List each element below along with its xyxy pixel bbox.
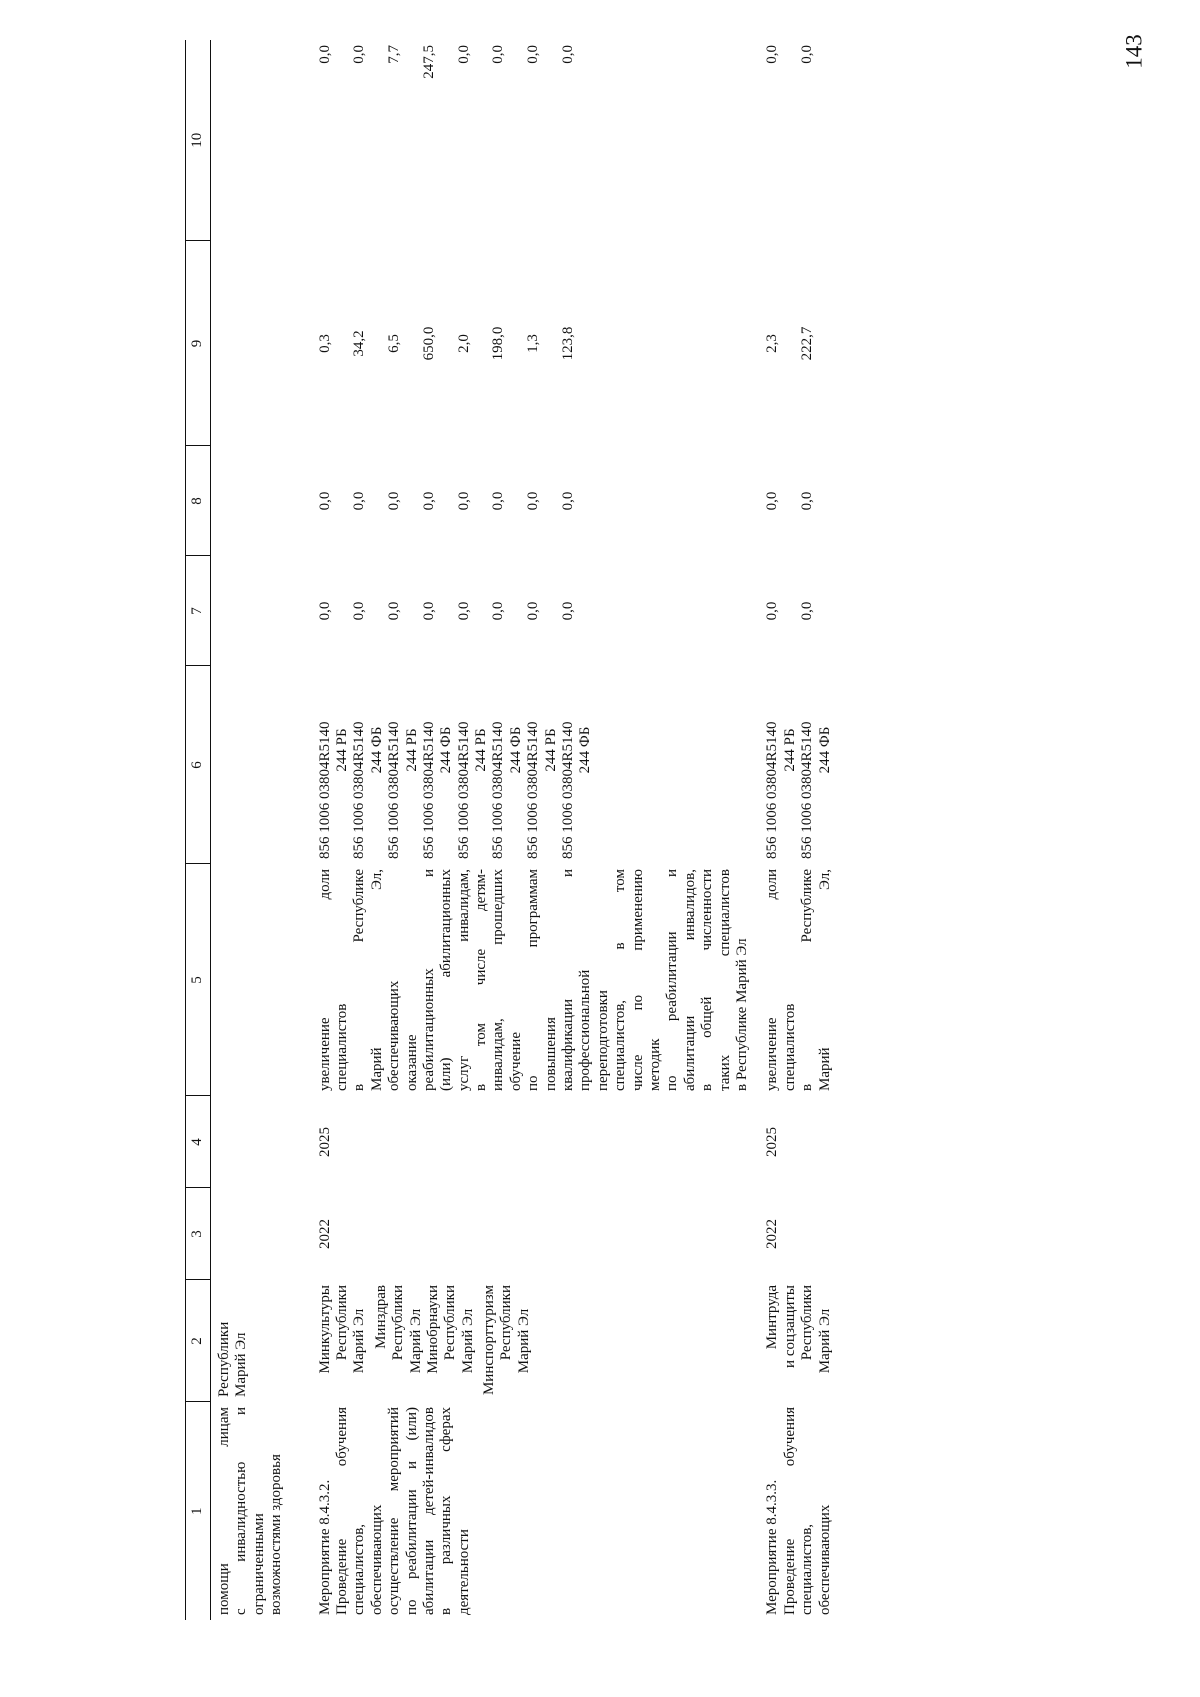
column-header-2: 2	[186, 1280, 211, 1402]
cell-col10-values	[312, 40, 752, 241]
text-line: по реабилитации и	[664, 869, 681, 1091]
value-cell: 0,0	[455, 601, 472, 621]
executor-line: Марий Эл	[515, 1308, 532, 1374]
executor-line: Республики	[442, 1285, 459, 1361]
text-line: инвалидам, прошедших	[490, 869, 507, 1091]
value-cell: 0,0	[560, 45, 577, 64]
column-header-4: 4	[186, 1096, 211, 1188]
value-cell: 7,7	[386, 45, 403, 64]
value-cell: 0,0	[799, 45, 816, 64]
text-line: с инвалидностью и	[233, 1407, 250, 1615]
text-line: оказание	[403, 1034, 420, 1091]
cell-col9-values	[312, 241, 752, 446]
text-line: Проведение обучения	[333, 1407, 350, 1615]
executor-line: Марий Эл	[816, 1308, 833, 1374]
budget-source: 244 ФБ	[438, 726, 455, 774]
text-line: реабилитационных и	[420, 869, 437, 1091]
cell-col10-values	[759, 40, 834, 241]
text-line: помощи лицам	[216, 1407, 232, 1615]
text-line: таких специалистов	[716, 869, 733, 1091]
value-cell: 0,0	[455, 45, 472, 64]
text-line: Марий Эл	[233, 1332, 250, 1397]
text-line: абилитации инвалидов,	[681, 869, 698, 1091]
value-cell: 2,3	[764, 334, 781, 353]
budget-code: 856 1006 03804R5140	[455, 721, 472, 859]
value-cell: 0,0	[764, 601, 781, 621]
column-header-7: 7	[186, 556, 211, 666]
value-cell: 0,0	[525, 491, 542, 511]
header-row	[186, 40, 211, 1620]
value-cell: 0,0	[351, 45, 368, 64]
budget-source: 244 РБ	[333, 728, 350, 772]
executor-line: Минздрав	[372, 1285, 389, 1349]
value-cell: 0,0	[490, 601, 507, 621]
text-line: в общей численности	[699, 869, 716, 1091]
value-cell: 0,0	[490, 45, 507, 64]
value-cell: 2,0	[455, 334, 472, 353]
column-header-9: 9	[186, 241, 211, 446]
cell-executor	[211, 1280, 286, 1402]
value-cell: 0,0	[490, 491, 507, 511]
value-cell: 650,0	[420, 326, 437, 361]
executor-line: Республики	[498, 1285, 515, 1361]
cell-col8-values	[312, 446, 752, 556]
text-line: в различных сферах	[438, 1407, 455, 1615]
column-header-3: 3	[186, 1188, 211, 1280]
table-row-continuation	[211, 40, 286, 1620]
value-cell: 0,0	[560, 491, 577, 511]
page-number: 143	[1121, 34, 1147, 69]
value-cell: 0,0	[764, 491, 781, 511]
text-line: в том числе детям-	[473, 869, 490, 1091]
value-cell: 0,0	[525, 601, 542, 621]
text-line: обеспечивающих	[368, 1504, 385, 1615]
text-line: методик	[646, 1038, 663, 1091]
text-line: специалистов,	[351, 1523, 368, 1615]
text-line: обеспечивающих	[386, 980, 403, 1091]
text-line: профессиональной	[577, 969, 594, 1091]
table-row-8-4-3-2	[312, 40, 752, 1620]
value-cell: 0,0	[560, 601, 577, 621]
program-activities-table	[185, 40, 834, 1620]
text-line: обучение	[507, 1032, 524, 1091]
text-line: в Республике	[799, 869, 816, 1091]
value-cell: 0,0	[799, 601, 816, 621]
value-cell: 0,0	[420, 491, 437, 511]
cell-end-year: 2025	[764, 1127, 781, 1157]
value-cell: 6,5	[386, 334, 403, 353]
text-line: повышения	[542, 1017, 559, 1091]
column-header-1: 1	[186, 1402, 211, 1620]
executor-line: Марий Эл	[407, 1308, 424, 1374]
value-cell: 0,0	[351, 601, 368, 621]
cell-executors	[759, 1280, 834, 1402]
text-line: осуществление мероприятий	[386, 1407, 403, 1615]
cell-budget-codes	[759, 666, 834, 864]
value-cell: 0,3	[316, 334, 333, 353]
text-line: возможностями здоровья	[268, 1454, 285, 1615]
executor-line: Республики	[333, 1285, 350, 1361]
cell-activity-name	[759, 1402, 834, 1620]
budget-code: 856 1006 03804R5140	[351, 721, 368, 859]
text-line: по реабилитации и (или)	[403, 1407, 420, 1615]
value-cell: 0,0	[420, 601, 437, 621]
value-cell: 0,0	[316, 601, 333, 621]
cell-start-year: 2022	[764, 1219, 781, 1249]
text-line: увеличение доли	[316, 869, 333, 1091]
cell-col7-values	[312, 556, 752, 666]
cell-start-year: 2022	[316, 1219, 333, 1249]
budget-code: 856 1006 03804R5140	[525, 721, 542, 859]
budget-code: 856 1006 03804R5140	[316, 721, 333, 859]
text-line: по программам	[525, 869, 542, 1091]
budget-source: 244 РБ	[542, 728, 559, 772]
cell-activity-name	[312, 1402, 752, 1620]
text-line: ограниченными	[250, 1513, 267, 1615]
text-line: квалификации и	[560, 869, 577, 1091]
budget-source: 244 РБ	[403, 728, 420, 772]
text-line: специалистов	[781, 1003, 798, 1091]
column-header-5: 5	[186, 864, 211, 1096]
text-line: специалистов,	[799, 1523, 816, 1615]
executor-line: Республики	[799, 1285, 816, 1361]
value-cell: 0,0	[351, 491, 368, 511]
cell-indicator	[759, 864, 834, 1096]
cell-col9-values	[759, 241, 834, 446]
budget-source: 244 ФБ	[816, 726, 833, 774]
cell-activity-name	[211, 1402, 286, 1620]
budget-source: 244 РБ	[473, 728, 490, 772]
value-cell: 247,5	[420, 45, 437, 79]
text-line: специалистов	[333, 1003, 350, 1091]
budget-source: 244 ФБ	[507, 726, 524, 774]
value-cell: 0,0	[316, 491, 333, 511]
value-cell: 0,0	[386, 491, 403, 511]
rotated-landscape-page	[185, 20, 1200, 1620]
text-line: обеспечивающих	[816, 1504, 833, 1615]
budget-source: 244 ФБ	[577, 726, 594, 774]
cell-col7-values	[759, 556, 834, 666]
executor-line: Республики	[390, 1285, 407, 1361]
text-line: в Республике	[351, 869, 368, 1091]
text-line: деятельности	[455, 1529, 472, 1615]
cell-indicator	[312, 864, 752, 1096]
cell-executors	[312, 1280, 752, 1402]
executor-line: Минкультуры	[316, 1285, 333, 1374]
text-line: Мероприятие 8.4.3.3.	[764, 1479, 781, 1615]
text-line: (или) абилитационных	[438, 869, 455, 1091]
text-line: в Республике Марий Эл	[733, 938, 750, 1091]
value-cell: 0,0	[316, 45, 333, 64]
column-header-8: 8	[186, 446, 211, 556]
executor-line: Минтруда	[764, 1285, 781, 1350]
text-line: абилитации детей-инвалидов	[420, 1407, 437, 1615]
value-cell: 0,0	[386, 601, 403, 621]
value-cell: 1,3	[525, 334, 542, 353]
cell-budget-codes	[312, 666, 752, 864]
value-cell: 0,0	[764, 45, 781, 64]
text-line: увеличение доли	[764, 869, 781, 1091]
text-line: числе по применению	[629, 869, 646, 1091]
executor-line: Минобрнауки	[424, 1285, 441, 1374]
text-line: Республики	[216, 1321, 232, 1397]
value-cell: 0,0	[455, 491, 472, 511]
column-header-6: 6	[186, 666, 211, 864]
value-cell: 222,7	[799, 326, 816, 361]
executor-line: и соцзащиты	[781, 1285, 798, 1368]
value-cell: 0,0	[525, 45, 542, 64]
text-line: Мероприятие 8.4.3.2.	[316, 1479, 333, 1615]
column-header-10: 10	[186, 40, 211, 241]
value-cell: 0,0	[799, 491, 816, 511]
value-cell: 123,8	[560, 326, 577, 361]
text-line: Марий Эл,	[816, 869, 833, 1091]
text-line: специалистов, в том	[612, 869, 629, 1091]
text-line: услуг инвалидам,	[455, 869, 472, 1091]
budget-code: 856 1006 03804R5140	[420, 721, 437, 859]
executor-line: Минспорттуризм	[481, 1285, 498, 1396]
budget-code: 856 1006 03804R5140	[386, 721, 403, 859]
text-line: переподготовки	[594, 990, 611, 1091]
executor-line: Марий Эл	[351, 1308, 368, 1374]
value-cell: 198,0	[490, 326, 507, 361]
budget-code: 856 1006 03804R5140	[764, 721, 781, 859]
budget-code: 856 1006 03804R5140	[490, 721, 507, 859]
value-cell: 34,2	[351, 330, 368, 357]
budget-code: 856 1006 03804R5140	[799, 721, 816, 859]
budget-source: 244 ФБ	[368, 726, 385, 774]
text-line: Марий Эл,	[368, 869, 385, 1091]
text-line: Проведение обучения	[781, 1407, 798, 1615]
table-row-8-4-3-3	[759, 40, 834, 1620]
cell-col8-values	[759, 446, 834, 556]
cell-end-year: 2025	[316, 1127, 333, 1157]
budget-source: 244 РБ	[781, 728, 798, 772]
budget-code: 856 1006 03804R5140	[560, 721, 577, 859]
executor-line: Марий Эл	[459, 1308, 476, 1374]
